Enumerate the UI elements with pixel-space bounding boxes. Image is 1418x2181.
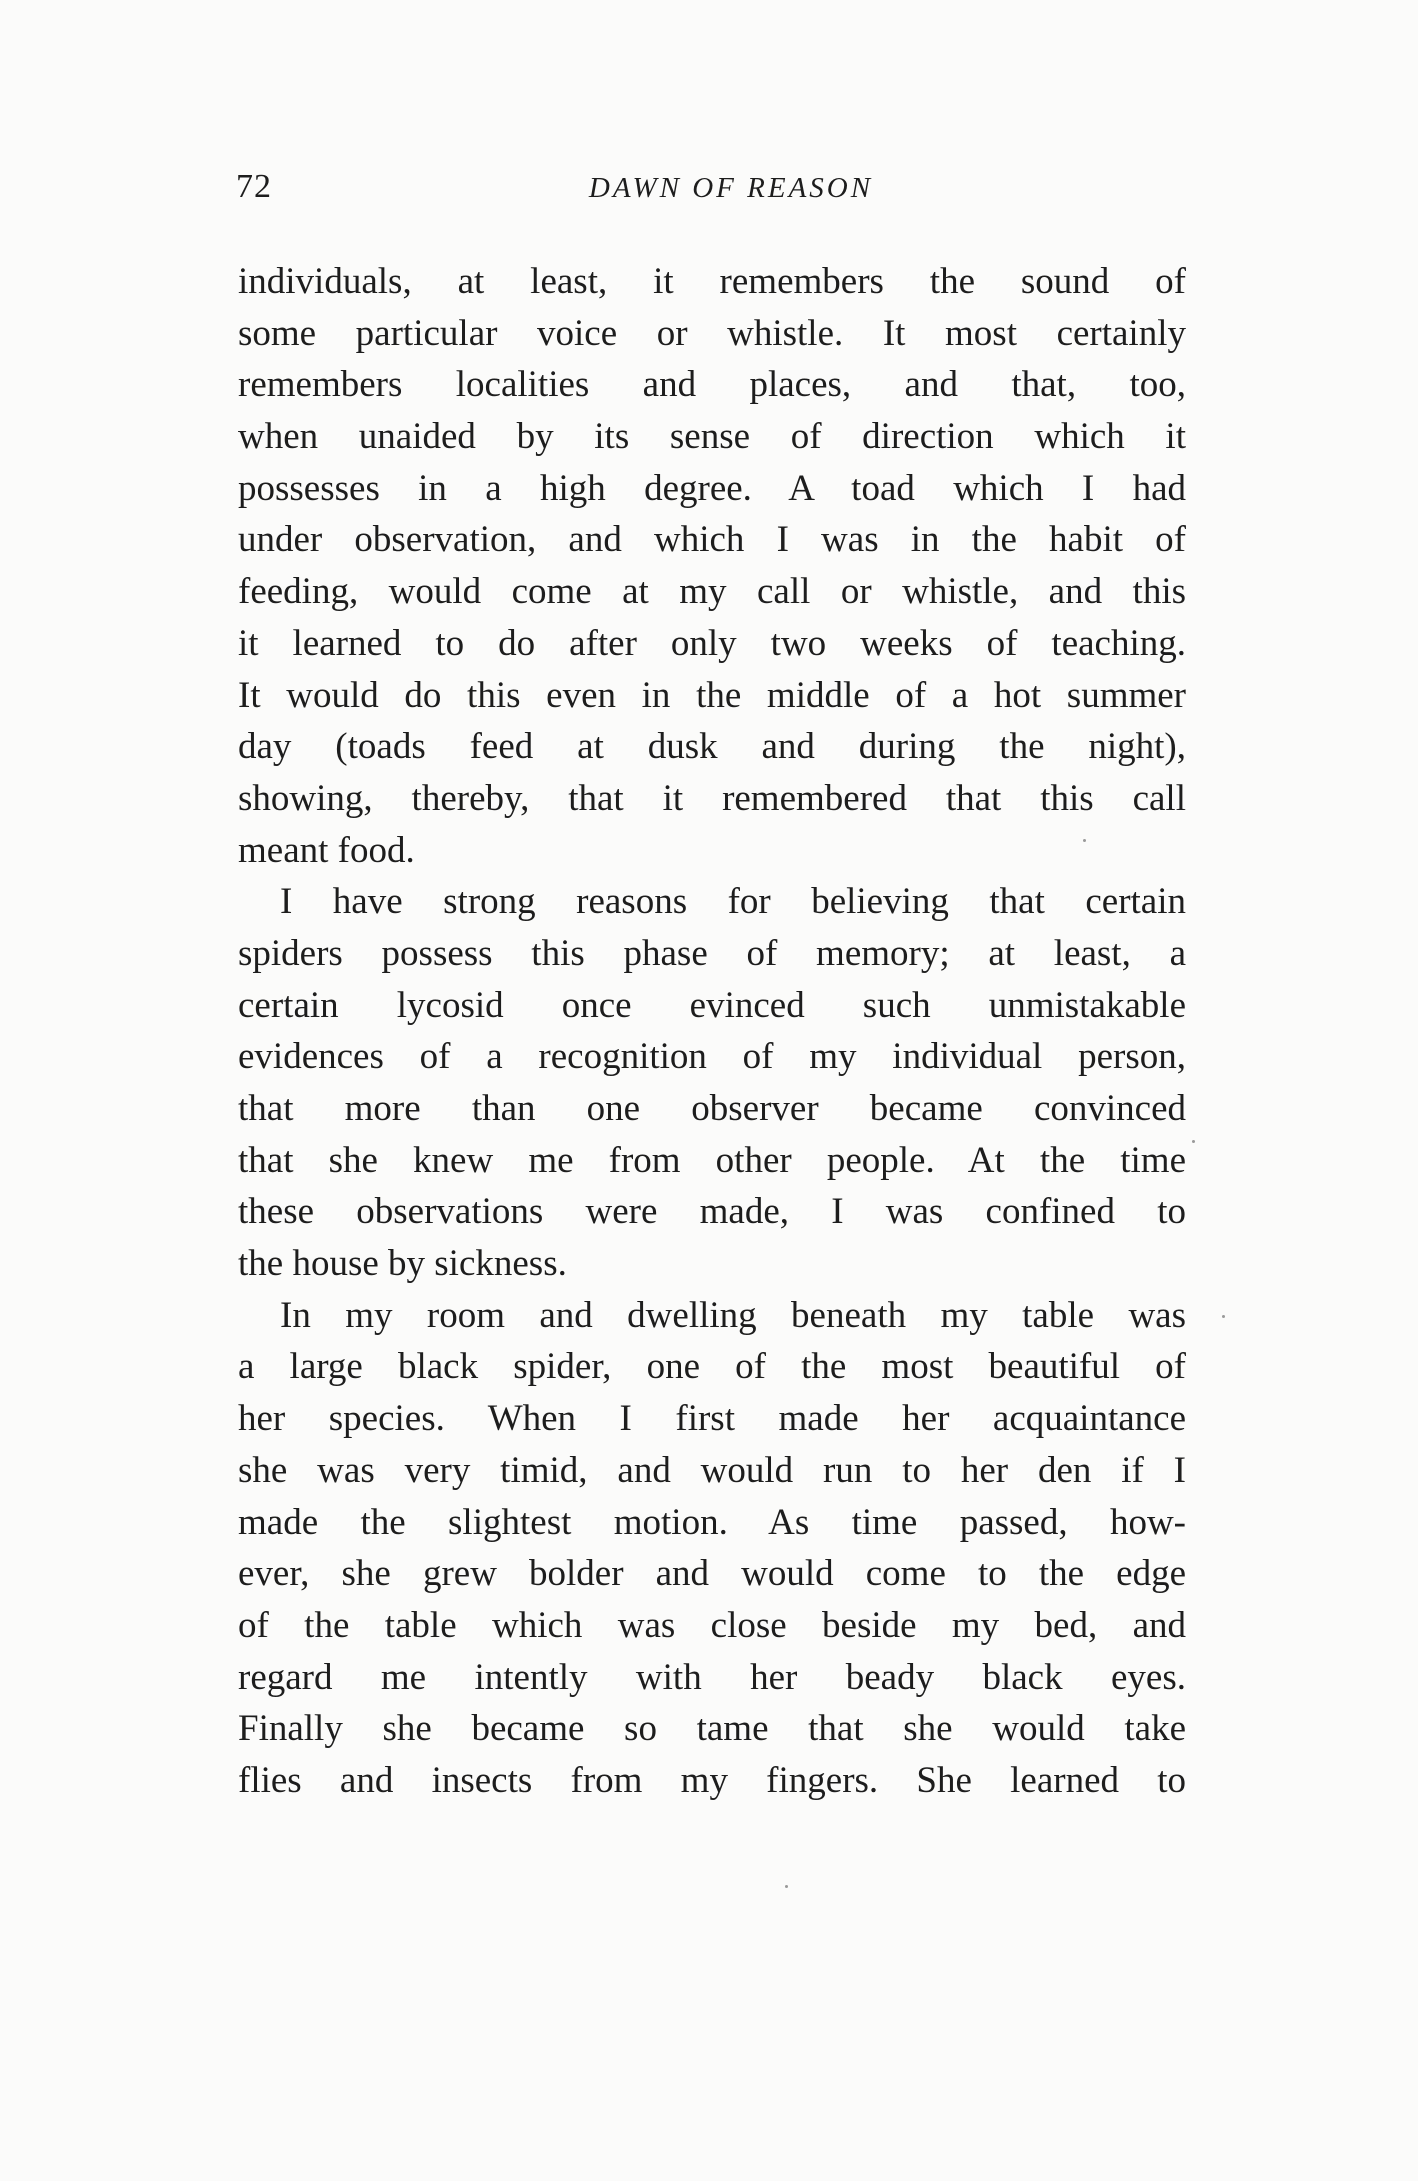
paper-speck	[1222, 1315, 1225, 1318]
text-line: day (toads feed at dusk and during the night),	[238, 726, 1186, 768]
text-line: ever, she grew bolder and would come to the edge	[238, 1553, 1186, 1595]
paper-speck	[785, 1885, 788, 1888]
text-line: In my room and dwelling beneath my table was	[280, 1294, 1186, 1336]
text-line: feeding, would come at my call or whistle, and this	[238, 571, 1186, 613]
text-line: certain lycosid once evinced such unmistakable	[238, 984, 1186, 1026]
paper-speck	[1192, 1140, 1195, 1143]
text-line: flies and insects from my fingers. She learned to	[238, 1759, 1186, 1801]
text-line: meant food.	[238, 829, 415, 871]
text-line: I have strong reasons for believing that certain	[280, 881, 1186, 923]
text-line: spiders possess this phase of memory; at least, a	[238, 932, 1186, 974]
text-line: remembers localities and places, and that, too,	[238, 364, 1186, 406]
text-line: individuals, at least, it remembers the sound of	[238, 261, 1186, 302]
text-line: regard me intently with her beady black eyes.	[238, 1656, 1186, 1698]
text-line: showing, thereby, that it remembered that this call	[238, 777, 1186, 819]
text-line: of the table which was close beside my bed, and	[238, 1604, 1186, 1646]
text-line: it learned to do after only two weeks of teaching.	[238, 622, 1186, 664]
paper-speck	[1083, 839, 1086, 842]
page-header	[236, 168, 1186, 218]
text-line: when unaided by its sense of direction which it	[238, 416, 1186, 458]
text-line: It would do this even in the middle of a hot summer	[238, 674, 1186, 716]
text-line: that more than one observer became convinced	[238, 1088, 1186, 1129]
text-line: these observations were made, I was confined to	[238, 1191, 1186, 1233]
body-text	[238, 256, 1186, 1807]
text-line: the house by sickness.	[238, 1243, 567, 1285]
text-line: a large black spider, one of the most beautiful of	[238, 1346, 1186, 1388]
text-line: possesses in a high degree. A toad which I had	[238, 467, 1186, 509]
text-line: she was very timid, and would run to her den if I	[238, 1449, 1186, 1491]
text-line: Finally she became so tame that she would take	[238, 1708, 1186, 1750]
text-line: under observation, and which I was in the habit of	[238, 519, 1186, 561]
page-number: 72	[236, 168, 272, 205]
text-line: made the slightest motion. As time passed, how-	[238, 1501, 1186, 1543]
text-line: some particular voice or whistle. It most certainly	[238, 312, 1186, 354]
text-line: that she knew me from other people. At the time	[238, 1139, 1186, 1181]
text-line: evidences of a recognition of my individual person,	[238, 1036, 1186, 1078]
text-line: her species. When I first made her acquaintance	[238, 1398, 1186, 1440]
running-head: DAWN OF REASON	[588, 172, 874, 204]
